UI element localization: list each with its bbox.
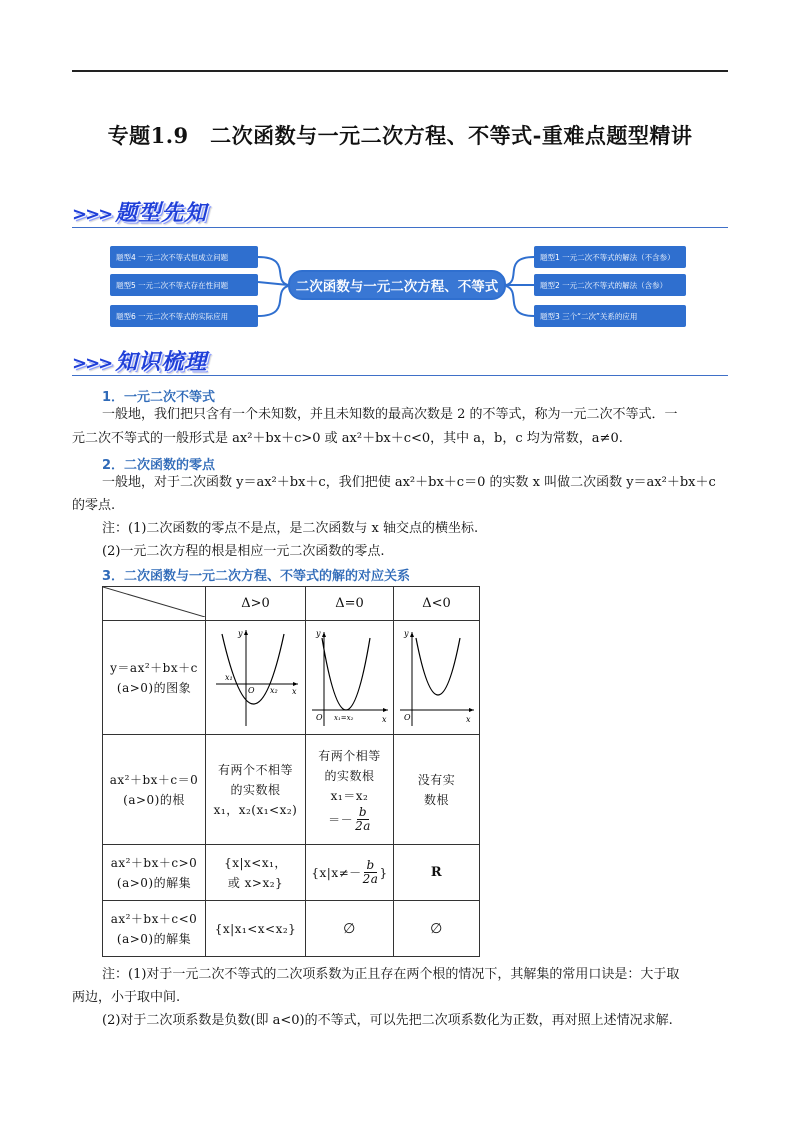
origin-label: O: [315, 713, 323, 722]
fraction-b-over-2a: [363, 859, 379, 886]
row-label-line: (a>0)的解集: [116, 931, 192, 946]
mind-map: [72, 236, 728, 336]
cell-line: 或 x>x₂}: [227, 875, 284, 890]
mind-map-item-type6: 题型6 一元二次不等式的实际应用: [110, 305, 258, 327]
table-row-greater: [103, 845, 480, 901]
less-cell-delta-positive: {x|x₁<x<x₂}: [206, 901, 306, 957]
row-label-less: [103, 901, 206, 957]
table-header-row: [103, 587, 480, 621]
note-s2-1: 注：(1)二次函数的零点不是点，是二次函数与 x 轴交点的横坐标.: [102, 521, 479, 536]
row-label-line: ax²＋bx＋c＝0: [109, 772, 199, 787]
cell-line-fraction: [306, 859, 393, 886]
cell-line: 的实数根: [324, 769, 375, 783]
cell-line: 没有实: [417, 772, 456, 787]
banner-arrows: >>>: [72, 204, 112, 225]
axis-label-y: y: [237, 629, 243, 638]
mind-map-item-type4: 题型4 一元二次不等式恒成立问题: [110, 246, 258, 268]
cell-line: {x|x<x₁，: [224, 855, 287, 870]
row-label-line: ax²＋bx＋c<0: [110, 911, 198, 926]
banner-rule: [72, 227, 728, 228]
cell-line: x₁，x₂(x₁<x₂): [213, 802, 298, 817]
paragraph-s2-line1: 一般地，对于二次函数 y＝ax²＋bx＋c，我们把使 ax²＋bx＋c＝0 的实数 x 叫做二次函数 y＝ax²＋bx＋c: [102, 475, 716, 490]
section-heading-1: 1．一元二次不等式: [102, 390, 216, 405]
axis-label-x: x: [291, 687, 297, 696]
banner-text: 题型先知: [115, 201, 208, 226]
row-label-graph: [103, 621, 206, 735]
axis-label-x: x: [465, 715, 471, 724]
minus-sign: ＝－: [328, 812, 354, 827]
parabola-one-root: [308, 622, 392, 730]
parabola-no-roots: [396, 622, 478, 730]
note-s3-2: (2)对于二次项系数是负数(即 a<0)的不等式，可以先把二次项系数化为正数，再对照上述情况求解.: [102, 1013, 673, 1028]
axis-label-y: y: [403, 629, 409, 638]
fraction-denominator: 2a: [362, 872, 379, 886]
set-suffix: }: [379, 865, 388, 880]
header-rule: [72, 70, 728, 72]
relation-table: [102, 586, 480, 957]
greater-cell-delta-negative: R: [394, 845, 480, 901]
less-cell-delta-negative: ∅: [394, 901, 480, 957]
note-s3-1-line1: 注：(1)对于一元二次不等式的二次项系数为正且存在两个根的情况下，其解集的常用口诀是：大于取: [102, 967, 680, 982]
row-label-roots: [103, 735, 206, 845]
page-title: 专题1.9 二次函数与一元二次方程、不等式-重难点题型精讲: [107, 123, 693, 148]
axis-label-y: y: [315, 629, 321, 638]
parabola-two-roots: [208, 622, 304, 730]
root-label-x1: x₁: [224, 673, 233, 682]
header-delta-positive: Δ>0: [206, 587, 306, 621]
set-prefix: {x|x≠－: [311, 865, 362, 880]
row-label-line: (a>0)的图象: [116, 680, 192, 695]
root-label-x2: x₂: [269, 686, 278, 695]
banner-rule: [72, 375, 728, 376]
graph-cell-delta-zero: [306, 621, 394, 735]
table-corner-cell: [103, 587, 206, 621]
mind-map-item-type1: 题型1 一元二次不等式的解法（不含参）: [534, 246, 686, 268]
banner-text: 知识梳理: [115, 350, 208, 375]
roots-cell-delta-positive: [206, 735, 306, 845]
graph-cell-delta-negative: [394, 621, 480, 735]
section-heading-3: 3．二次函数与一元二次方程、不等式的解的对应关系: [102, 569, 411, 584]
less-cell-delta-zero: ∅: [306, 901, 394, 957]
section-banner-knowledge: [72, 345, 207, 376]
row-label-line: y＝ax²＋bx＋c: [110, 660, 198, 675]
note-s3-1-line2: 两边，小于取中间.: [72, 990, 181, 1005]
double-root-label: x₁=x₂: [333, 714, 353, 722]
table-row-less: [103, 901, 480, 957]
section-banner-question-types: [72, 196, 207, 227]
paragraph-s2-line2: 的零点.: [72, 498, 116, 513]
axis-label-x: x: [381, 715, 387, 724]
mind-map-center: 二次函数与一元二次方程、不等式: [288, 270, 506, 300]
fraction-numerator: b: [358, 805, 368, 819]
cell-line: 有两个相等: [318, 749, 381, 763]
greater-cell-delta-positive: [206, 845, 306, 901]
greater-cell-delta-zero: [306, 845, 394, 901]
paragraph-s1-line2: 元二次不等式的一般形式是 ax²＋bx＋c>0 或 ax²＋bx＋c<0，其中 a，b，c 均为常数，a≠0.: [72, 431, 623, 446]
row-label-line: ax²＋bx＋c>0: [110, 855, 198, 870]
origin-label: O: [247, 686, 255, 695]
mind-map-item-type3: 题型3 三个“二次”关系的应用: [534, 305, 686, 327]
banner-arrows: >>>: [72, 353, 112, 374]
origin-label: O: [403, 713, 411, 722]
header-delta-zero: Δ=0: [306, 587, 394, 621]
roots-cell-delta-zero: [306, 735, 394, 845]
fraction-b-over-2a: [355, 806, 371, 833]
diagonal-line: [103, 587, 205, 617]
note-s2-2: (2)一元二次方程的根是相应一元二次函数的零点.: [102, 544, 385, 559]
row-label-line: (a>0)的解集: [116, 875, 192, 890]
cell-line: 的实数根: [230, 782, 281, 797]
cell-line-fraction: [306, 806, 393, 833]
cell-line: 数根: [423, 792, 449, 807]
fraction-numerator: b: [366, 858, 375, 872]
mind-map-item-type5: 题型5 一元二次不等式存在性问题: [110, 274, 258, 296]
cell-line: x₁＝x₂: [330, 789, 369, 803]
paragraph-s1-line1: 一般地，我们把只含有一个未知数，并且未知数的最高次数是 2 的不等式，称为一元二次不等式．一: [102, 407, 678, 422]
row-label-line: (a>0)的根: [123, 792, 185, 807]
section-heading-2: 2．二次函数的零点: [102, 458, 216, 473]
header-delta-negative: Δ<0: [394, 587, 480, 621]
fraction-denominator: 2a: [355, 819, 371, 833]
table-row-graph: [103, 621, 480, 735]
graph-cell-delta-positive: [206, 621, 306, 735]
roots-cell-delta-negative: [394, 735, 480, 845]
mind-map-item-type2: 题型2 一元二次不等式的解法（含参）: [534, 274, 686, 296]
cell-line: 有两个不相等: [217, 762, 293, 777]
row-label-greater: [103, 845, 206, 901]
table-row-roots: [103, 735, 480, 845]
